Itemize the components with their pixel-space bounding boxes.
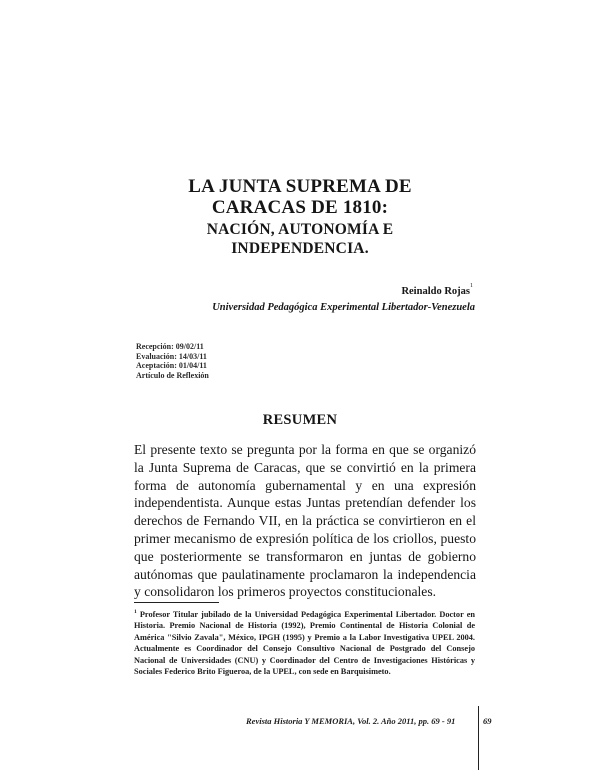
subtitle-line-2: INDEPENDENCIA. [231, 240, 369, 257]
subtitle-line-1: NACIÓN, AUTONOMÍA E [206, 221, 394, 238]
abstract-heading: RESUMEN [262, 412, 338, 428]
footnote-separator [134, 602, 219, 603]
footer-vertical-rule [478, 706, 479, 770]
author-affiliation: Universidad Pedagógica Experimental Libertador-Venezuela [212, 302, 475, 313]
footnote [134, 607, 475, 678]
running-footer: Revista Historia Y MEMORIA, Vol. 2. Año 2011, pp. 69 - 91 [246, 716, 456, 726]
title-line-2: CARACAS DE 1810: [211, 197, 389, 218]
page-number: 69 [483, 716, 492, 726]
date-received: Recepción: 09/02/11 [136, 342, 204, 351]
author-footnote-mark[interactable]: 1 [470, 283, 473, 289]
footnote-mark: 1 [134, 609, 137, 615]
title-line-1: LA JUNTA SUPREMA DE [188, 176, 412, 197]
date-accepted: Aceptación: 01/04/11 [136, 361, 207, 371]
footnote-text: Profesor Titular jubilado de la Universidad Pedagógica Experimental Libertador. Doctor en Historia. Premio Nacional de Historia (1992), Premio Continental de Historia Colonial de América "Silvio Zavala", México, IPGH (1995) y Premio a la Labor Investigativa UPEL 2004. Actualmente es Coordinador del Consejo Consultivo Nacional de Postgrado del Consejo Nacional de Universidades (CNU) y Coordinador del Centro de Investigaciones Históricas y Sociales Federico Brito Figueroa, de la UPEL, con sede en Barquisimeto. [134, 609, 475, 677]
submission-dates [136, 342, 209, 380]
article-type: Artículo de Reflexión [136, 370, 209, 380]
author-name [401, 283, 473, 297]
author-name-text: Reinaldo Rojas [401, 286, 470, 297]
date-evaluated: Evaluación: 14/03/11 [136, 351, 207, 361]
abstract-text: El presente texto se pregunta por la forma en que se organizó la Junta Suprema de Caracas, que se convirtió en la primera forma de autonomía gubernamental y en una expresión independentista. Aunque estas Juntas pretendían defender los derechos de Fernando VII, en la práctica se convirtieron en el primer mecanismo de expresión política de los criollos, puesto que posteriormente se transformaron en juntas de gobierno autónomas que paulatinamente proclamaron la independencia y consolidaron los primeros proyectos constitucionales. [134, 442, 476, 600]
